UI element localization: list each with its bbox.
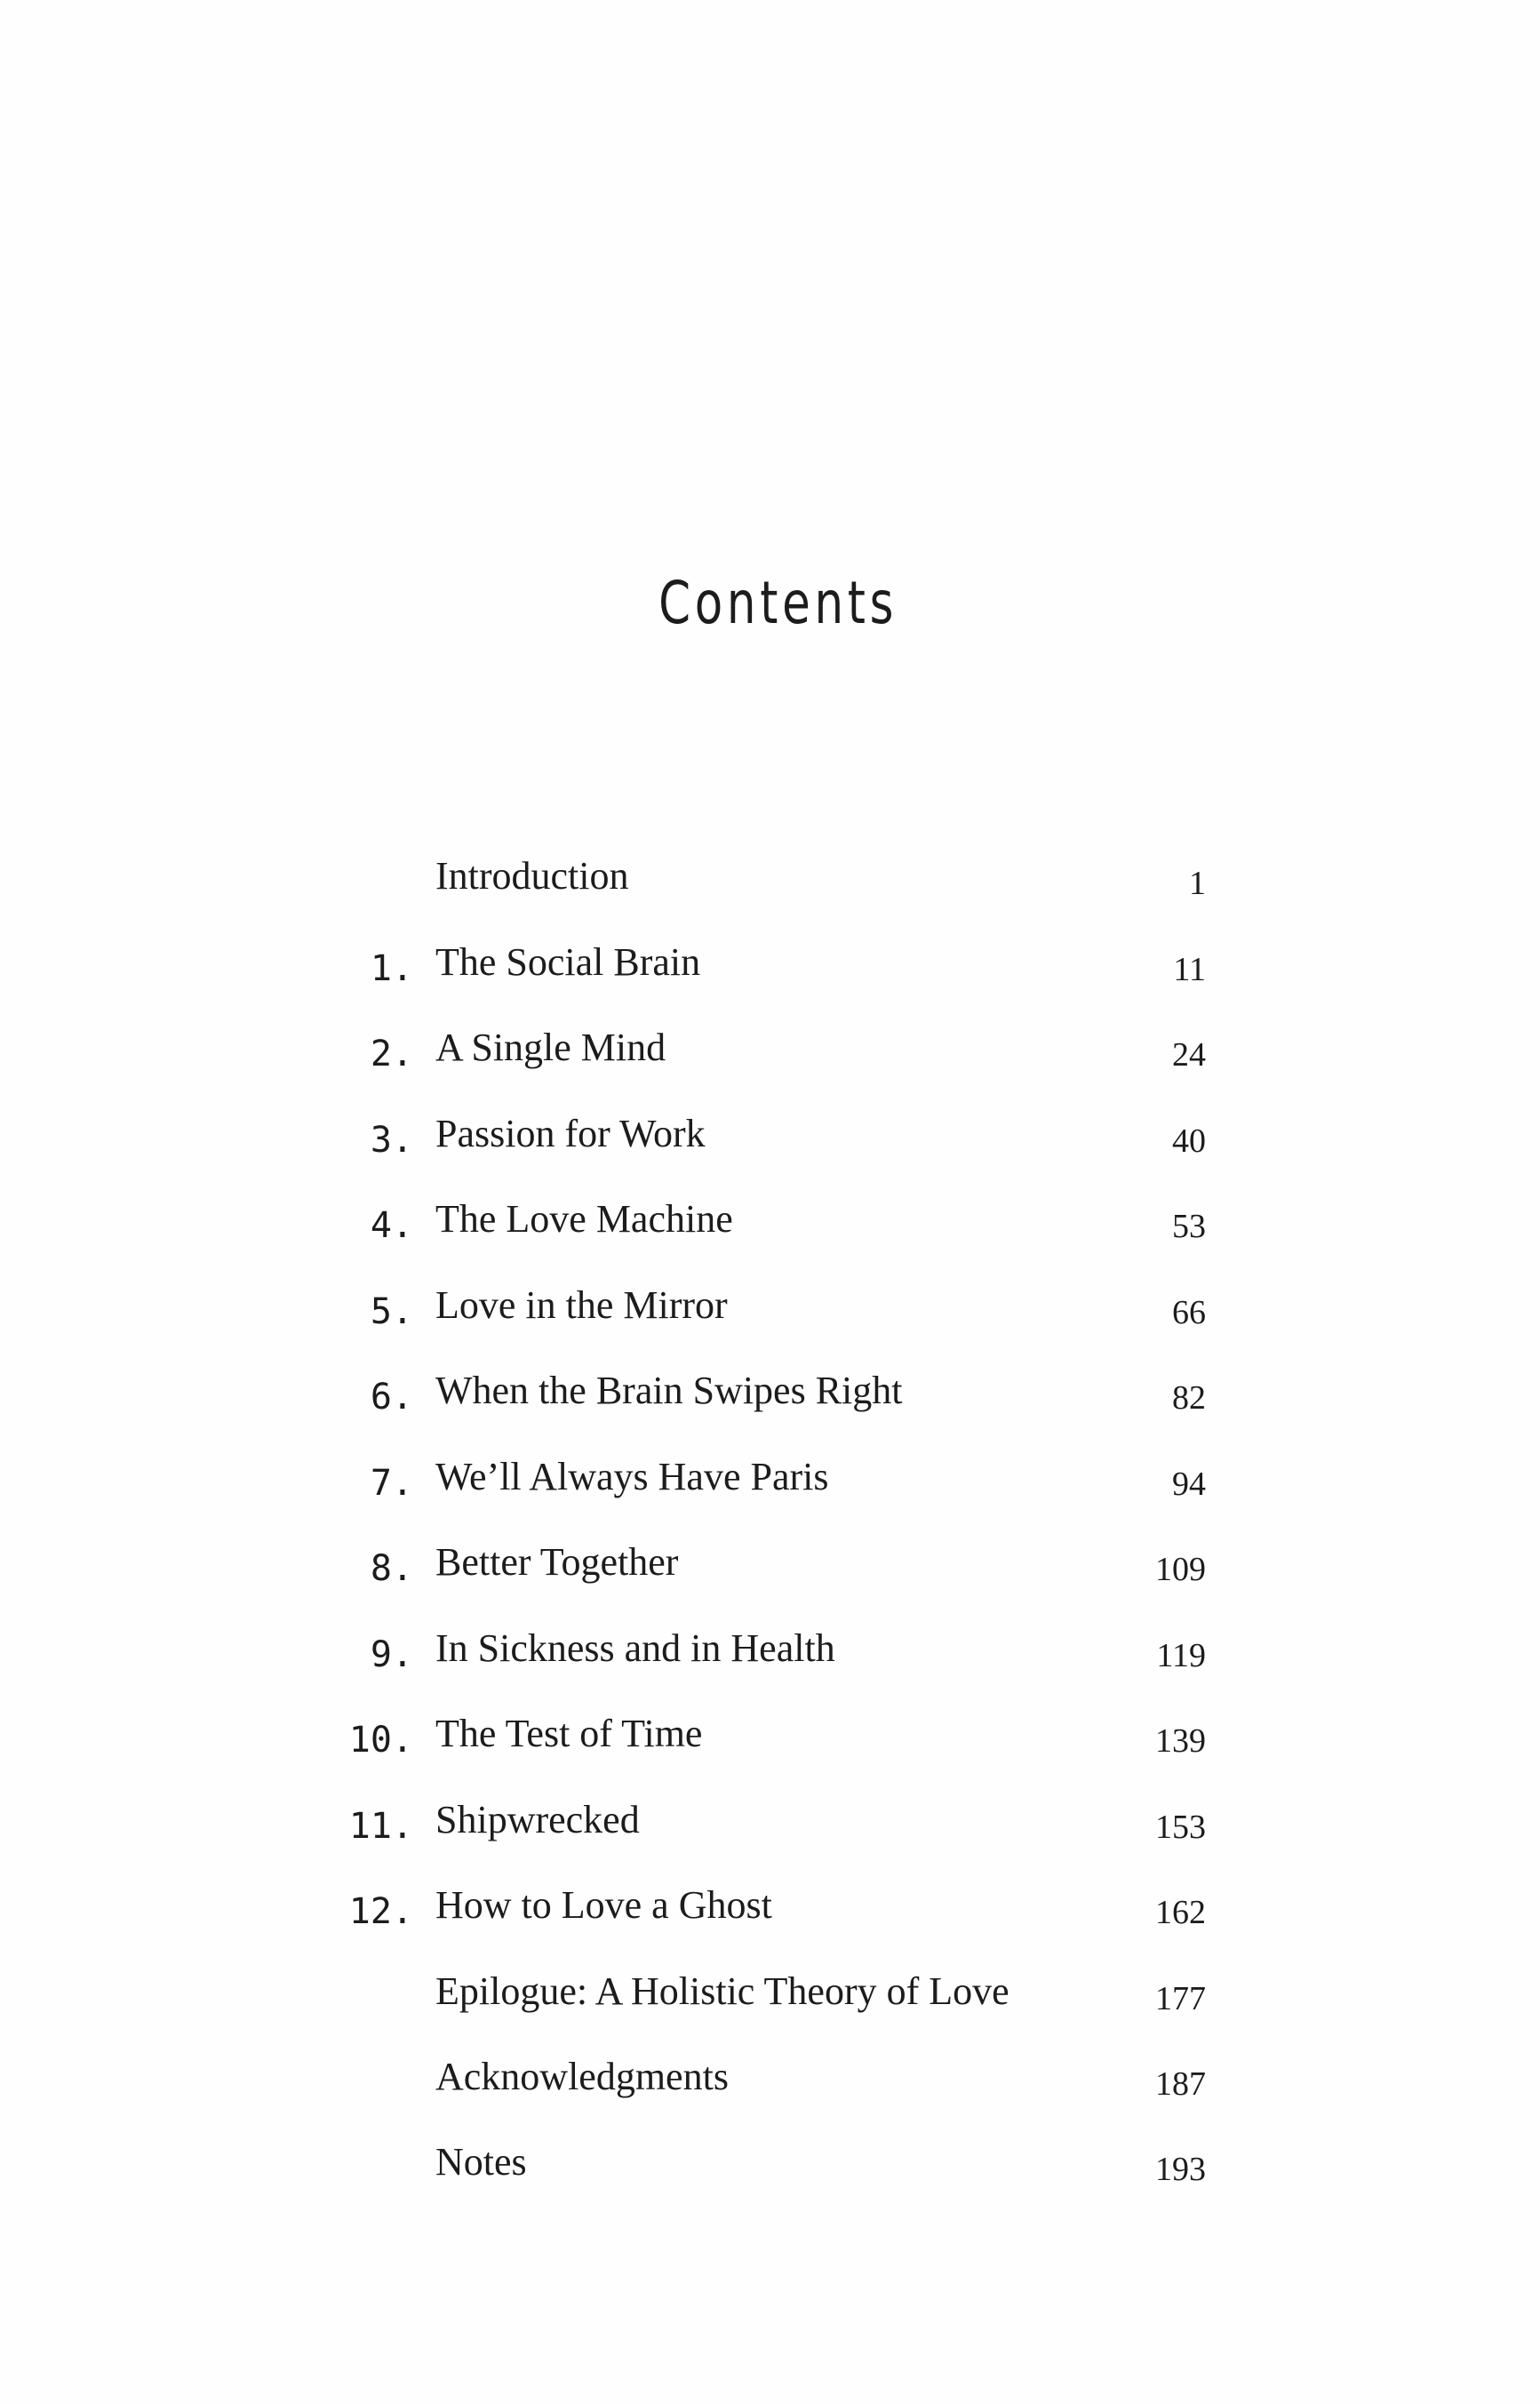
page-number: 66	[1172, 1294, 1206, 1331]
page-number: 94	[1172, 1466, 1206, 1503]
toc-entry	[0, 1111, 1540, 1173]
chapter-title: We’ll Always Have Paris	[435, 1455, 829, 1498]
toc-entry	[0, 1797, 1540, 1859]
chapter-title: A Single Mind	[435, 1026, 666, 1069]
chapter-title: Introduction	[435, 854, 629, 898]
chapter-title: Notes	[435, 2140, 527, 2184]
toc-entry	[0, 1882, 1540, 1945]
toc-entry	[0, 1196, 1540, 1258]
chapter-number: 2.	[370, 1034, 413, 1074]
toc-entry	[0, 939, 1540, 1002]
chapter-title: How to Love a Ghost	[435, 1883, 772, 1927]
page-number: 193	[1155, 2151, 1206, 2188]
chapter-number: 3.	[370, 1120, 413, 1161]
chapter-number: 5.	[370, 1291, 413, 1332]
page-number: 1	[1189, 865, 1206, 902]
page-number: 119	[1156, 1637, 1206, 1674]
toc-entry	[0, 1711, 1540, 1773]
chapter-number: 8.	[370, 1548, 413, 1589]
toc-entry	[0, 2139, 1540, 2201]
chapter-title: Shipwrecked	[435, 1798, 640, 1841]
toc-entry	[0, 1969, 1540, 2031]
toc-entry	[0, 1025, 1540, 1087]
page-number: 11	[1173, 951, 1206, 988]
page-number: 162	[1155, 1894, 1206, 1931]
page-number: 24	[1172, 1036, 1206, 1074]
page-number: 53	[1172, 1208, 1206, 1245]
toc-entry	[0, 1282, 1540, 1345]
toc-entry	[0, 1539, 1540, 1601]
toc-entry	[0, 853, 1540, 915]
page-number: 109	[1155, 1551, 1206, 1588]
toc-entry	[0, 1368, 1540, 1430]
chapter-title: Passion for Work	[435, 1112, 706, 1155]
chapter-number: 1.	[370, 948, 413, 989]
chapter-number: 7.	[370, 1463, 413, 1504]
toc-entry	[0, 1454, 1540, 1516]
page-number: 139	[1155, 1722, 1206, 1760]
chapter-title: The Social Brain	[435, 940, 701, 984]
page-number: 187	[1155, 2065, 1206, 2103]
chapter-title: Epilogue: A Holistic Theory of Love	[435, 1969, 1009, 2013]
chapter-title: When the Brain Swipes Right	[435, 1369, 903, 1412]
page-number: 153	[1155, 1809, 1206, 1846]
chapter-number: 4.	[370, 1205, 413, 1246]
chapter-number: 10.	[348, 1720, 413, 1761]
toc-entry	[0, 2054, 1540, 2116]
chapter-title: In Sickness and in Health	[435, 1626, 835, 1670]
chapter-title: Love in the Mirror	[435, 1283, 728, 1327]
page-number: 40	[1172, 1122, 1206, 1160]
chapter-number: 11.	[348, 1806, 413, 1847]
chapter-number: 12.	[348, 1891, 413, 1932]
chapter-title: Better Together	[435, 1540, 679, 1584]
chapter-title: Acknowledgments	[435, 2055, 729, 2098]
chapter-number: 6.	[370, 1377, 413, 1418]
page-number: 82	[1172, 1379, 1206, 1417]
page-title: Contents	[658, 569, 898, 637]
chapter-title: The Test of Time	[435, 1712, 703, 1755]
page-number: 177	[1155, 1980, 1206, 2017]
chapter-number: 9.	[370, 1634, 413, 1675]
chapter-title: The Love Machine	[435, 1197, 733, 1241]
toc-entry	[0, 1625, 1540, 1688]
